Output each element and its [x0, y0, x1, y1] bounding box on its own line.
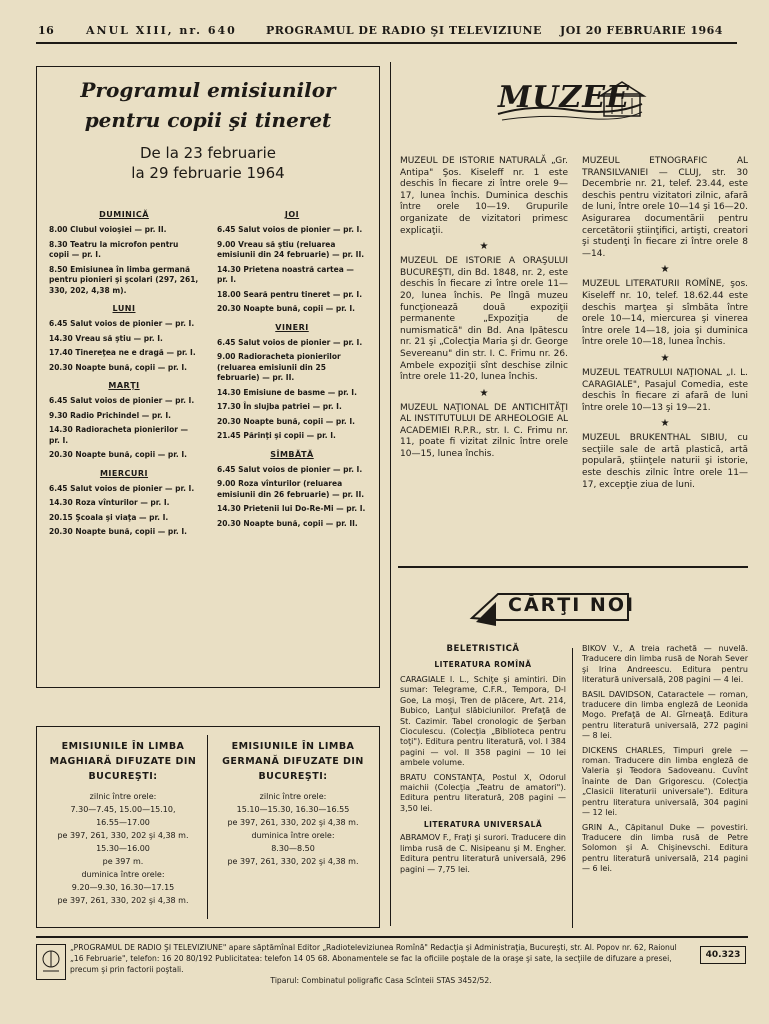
star-separator-icon: ★ — [660, 352, 670, 364]
footer-emblem-icon — [36, 944, 66, 980]
book-entry: GRIN A., Căpitanul Duke — povestiri. Traducere din limba rusă de Petre Solomon şi A. Chişinevschi. Editura pentru literatură universală, 214 pagini — 6 lei. — [582, 822, 748, 874]
program-item: 14.30 Roza vînturilor — pr. I. — [49, 498, 170, 507]
german-broadcasts — [213, 739, 373, 868]
museum-entry: MUZEUL DE ISTORIE A ORAŞULUI BUCUREŞTI, din Bd. 1848, nr. 2, este deschis în fiecare zi între orele 11—20, lunea închis. Pe lîngă muzeu funcţionează două expoziţii permanente „Expoziţia de numismatică" din Bd. Ana Ipătescu nr. 21 şi „Colecţia Maria şi dr. George Severeanu" din str. I. C. Frimu nr. 26. Ambele expoziţii sînt deschise zilnic între orele 11-20, lunea închis. — [400, 256, 568, 383]
program-item: 20.30 Noapte bună, copii — pr. II. — [217, 518, 358, 528]
museums-bottom-rule — [398, 566, 748, 568]
footer-print-info: Tiparul: Combinatul poligrafic Casa Scînteii STAS 3452/52. — [270, 976, 492, 985]
broadcast-line: 8.30—8.50 — [271, 844, 315, 853]
muzee-logo — [492, 74, 652, 138]
book-entry: ABRAMOV F., Fraţi şi surori. Traducere din limba rusă de C. Nisipeanu şi M. Engher. Editura pentru literatură universală, 296 pagini — 7,75 lei. — [400, 833, 566, 874]
muzee-logo-text: MUZEE — [498, 80, 631, 115]
issue-date: JOI 20 FEBRUARIE 1964 — [560, 24, 723, 37]
program-item: 20.30 Noapte bună, copii — pr. I. — [217, 416, 355, 426]
books-right-column — [582, 644, 748, 879]
books-divider — [572, 648, 573, 928]
carti-noi-logo — [468, 582, 638, 630]
page-number: 16 — [38, 24, 55, 37]
program-item: 8.00 Clubul voioşiei — pr. II. — [49, 225, 167, 234]
broadcast-line: zilnic între orele: — [259, 792, 327, 801]
museum-entry: MUZEUL NAŢIONAL DE ANTICHITĂŢI AL INSTITUTULUI DE ARHEOLOGIE AL ACADEMIEI R.P.R., str. I. C. Frimu nr. 11, poate fi vizitat zilnic între orele 10—15, lunea închis. — [400, 402, 568, 460]
program-item: 20.30 Noapte bună, copii — pr. I. — [217, 304, 355, 313]
broadcast-line: pe 397, 261, 330, 202 şi 4,38 m. — [227, 857, 359, 866]
kids-title-line2: pentru copii şi tineret — [84, 108, 332, 132]
day-heading: LUNI — [112, 304, 136, 313]
star-separator-icon: ★ — [660, 264, 670, 276]
museums-column-1 — [400, 156, 568, 461]
kids-program-box — [36, 66, 380, 688]
program-item: 14.30 Emisiune de basme — pr. I. — [217, 387, 357, 397]
book-entry: BRATU CONSTANŢA, Postul X, Odorul maichii (Colecţia „Teatru de amatori"). Editura pentru literatură, 208 pagini — 3,50 lei. — [400, 772, 566, 813]
day-heading: JOI — [284, 210, 300, 219]
program-item: 6.45 Salut voios de pionier — pr. I. — [217, 337, 363, 347]
broadcast-line: pe 397, 261, 330, 202 şi 4,38 m. — [57, 896, 189, 905]
program-item: 20.30 Noapte bună, copii — pr. I. — [49, 527, 187, 536]
star-separator-icon: ★ — [479, 387, 489, 399]
emblem-drawing — [37, 945, 65, 979]
kids-title-line1: Programul emisiunilor — [80, 78, 336, 102]
program-item: 21.45 Părinţi şi copii — pr. I. — [217, 431, 336, 440]
books-left-column — [400, 644, 566, 879]
program-item: 14.30 Prietenii lui Do-Re-Mi — pr. I. — [217, 504, 366, 513]
hungarian-broadcasts — [43, 739, 203, 907]
museums-column-2 — [582, 156, 748, 491]
program-item: 9.00 Radiorachetа pionierilor (reluarea emisiunii din 25 februarie) — pr. II. — [217, 352, 341, 382]
museum-entry: MUZEUL TEATRULUI NAŢIONAL „I. L. CARAGIALE", Pasajul Comedia, este deschis în fiecare zi afară de luni între orele 10—13 şi 19—21. — [582, 367, 748, 413]
program-item: 14.30 Radiorachetа pionierilor — pr. I. — [49, 425, 189, 445]
kids-left-column — [49, 202, 199, 542]
program-item: 18.00 Seară pentru tineret — pr. I. — [217, 289, 363, 299]
program-item: 9.00 Vreau să ştiu (reluarea emisiunii din 24 februarie) — pr. II. — [217, 239, 365, 259]
program-item: 20.15 Şcoala şi viaţa — pr. I. — [49, 512, 169, 522]
footer-issue-code: 40.323 — [700, 946, 746, 964]
world-literature-heading: LITERATURA UNIVERSALĂ — [423, 820, 543, 830]
broadcast-line: 7.30—7.45, 15.00—15.10, — [70, 805, 176, 814]
page-header — [38, 20, 741, 42]
broadcast-line: duminica între orele: — [251, 831, 335, 840]
program-item: 6.45 Salut voios de pionier — pr. I. — [217, 225, 363, 234]
footer-text — [70, 942, 692, 986]
footer-publisher-info: „PROGRAMUL DE RADIO ŞI TELEVIZIUNE" apare săptămînal Editor „Radioteleviziunea Romînă" Redacţia şi Administraţia, Bucureşti, str. Al. Popov nr. 62, Raionul „16 Februarie", telefon: 16 20 80/192 Publicitatea: telefon 14 05 68. Abonamentele se fac la oficiile poştale de la oraşe şi sate, la secţiile de difuzare a presei, precum şi prin factorii poştali. — [70, 943, 677, 974]
star-separator-icon: ★ — [660, 418, 670, 430]
program-item: 6.45 Salut voios de pionier — pr. I. — [217, 464, 363, 474]
program-item: 17.30 În slujba patriei — pr. I. — [217, 402, 342, 411]
emisiuni-divider — [207, 735, 208, 919]
broadcast-line: duminica între orele: — [81, 870, 165, 879]
foreign-language-box — [36, 726, 380, 928]
book-entry: BIKOV V., A treia rachetă — nuvelă. Traducere din limba rusă de Norah Sever şi Irina Andreescu. Editura pentru literatură universală, 208 pagini — 4 lei. — [582, 644, 748, 685]
program-item: 20.30 Noapte bună, copii — pr. I. — [49, 450, 187, 459]
broadcast-line: 15.10—15.30, 16.30—16.55 — [236, 805, 350, 814]
footer-rule — [36, 936, 748, 938]
broadcast-line: pe 397, 261, 330, 202 şi 4,38 m. — [57, 831, 189, 840]
program-item: 9.00 Roza vînturilor (reluarea emisiunii din 26 februarie) — pr. II. — [217, 479, 365, 499]
kids-range-line2: la 29 februarie 1964 — [131, 164, 285, 182]
program-item: 6.45 Salut voios de pionier — pr. I. — [49, 483, 195, 493]
museum-entry: MUZEUL BRUKENTHAL SIBIU, cu secţiile sale de artă plastică, artă populară, ştiinţele naturii şi istorie, este deschis zilnic între orele 11—17, excepţie ziua de luni. — [582, 433, 748, 490]
program-item: 8.50 Emisiunea în limba germană pentru pionieri şi şcolari (297, 261, 330, 202, 4,38 m). — [49, 264, 199, 295]
hungarian-title: EMISIUNILE ÎN LIMBA MAGHIARĂ DIFUZATE DIN BUCUREŞTI: — [49, 741, 197, 782]
romanian-literature-heading: LITERATURA ROMÎNĂ — [434, 660, 532, 669]
books-section-title: BELETRISTICĂ — [446, 644, 520, 654]
program-item: 6.45 Salut voios de pionier — pr. I. — [49, 319, 195, 328]
star-separator-icon: ★ — [479, 241, 489, 253]
header-rule — [36, 42, 737, 44]
main-column-rule — [390, 62, 391, 926]
publication-name: PROGRAMUL DE RADIO ŞI TELEVIZIUNE — [266, 24, 542, 37]
program-item: 6.45 Salut voios de pionier — pr. I. — [49, 396, 195, 405]
german-title: EMISIUNILE ÎN LIMBA GERMANĂ DIFUZATE DIN BUCUREŞTI: — [222, 741, 364, 782]
issue-number: ANUL XIII, nr. 640 — [86, 24, 237, 37]
day-heading: DUMINICĂ — [99, 210, 149, 219]
program-item: 9.30 Radio Prichindel — pr. I. — [49, 410, 171, 420]
museum-entry: MUZEUL ETNOGRAFIC AL TRANSILVANIEI — CLUJ, str. 30 Decembrie nr. 21, telef. 23.44, este deschis pentru vizitatori zilnic, afară de luni, între orele 10—14 şi 16—20. Asigurarea documentării pentru cercetătorii ştiinţifici, artişti, creatori şi studenţi în fiecare zi între orele 8—14. — [582, 156, 748, 259]
museum-entry: MUZEUL DE ISTORIE NATURALĂ „Gr. Antipa" Şos. Kiseleff nr. 1 este deschis în fiecare zi între orele 9—17, lunea închis. Duminica deschis între orele 10—19. Grupurile organizate de vizitatori primesc explicaţii. — [400, 156, 568, 236]
day-heading: MARŢI — [108, 381, 140, 390]
broadcast-line: pe 397 m. — [102, 857, 144, 866]
day-heading: MIERCURI — [99, 468, 149, 478]
broadcast-line: pe 397, 261, 330, 202 şi 4,38 m. — [227, 818, 359, 827]
day-heading: VINERI — [275, 322, 309, 332]
book-entry: BASIL DAVIDSON, Cataractele — roman, traducere din limba engleză de Leonida Mogo. Prefaţă de Al. Gîrneaţă. Editura pentru literatură universală, 272 pagini — 8 lei. — [582, 689, 748, 741]
kids-range-line1: De la 23 februarie — [140, 144, 276, 162]
program-item: 14.30 Vreau să ştiu — pr. I. — [49, 333, 163, 343]
book-entry: DICKENS CHARLES, Timpuri grele — roman. Traducere din limba engleză de Valeria şi Teodora Sadoveanu. Cuvînt înainte de Dan Grigorescu. (Colecţia „Clasicii literaturii universale"). Editura pentru literatura universală, 304 pagini — 12 lei. — [582, 745, 748, 818]
museum-entry: MUZEUL LITERATURII ROMÎNE, şos. Kiseleff nr. 10, telef. 18.62.44 este deschis marţea şi sîmbăta între orele 10—14, miercurea şi vinerea între orele 14—18, joia şi duminica între orele 10—18, lunea închis. — [582, 279, 748, 348]
broadcast-line: zilnic între orele: — [89, 792, 157, 801]
carti-noi-logo-text: CĂRŢI NOI — [508, 594, 636, 616]
kids-right-column — [217, 202, 367, 533]
broadcast-line: 16.55—17.00 — [96, 818, 150, 827]
program-item: 14.30 Prietena noastră cartea — pr. I. — [217, 264, 354, 284]
book-entry: CARAGIALE I. L., Schiţe şi amintiri. Din sumar: Telegrame, C.F.R., Tempora, D-l Goe, La moşi, Tren de plăcere, Art. 214, Bubico, Lanţul slăbiciunilor. Prefaţă de St. Cazimir. Tabel cronologic de Şerban Cioculescu. (Colecţia „Biblioteca pentru toţi"). Editura pentru literatură, vol. I 384 pagini — vol. II 358 pagini — 10 lei ambele volume. — [400, 675, 566, 768]
program-item: 8.30 Teatru la microfon pentru copii — pr. I. — [49, 239, 179, 259]
broadcast-line: 15.30—16.00 — [96, 844, 150, 853]
day-heading: SÎMBĂTĂ — [270, 449, 314, 459]
program-item: 20.30 Noapte bună, copii — pr. I. — [49, 362, 187, 372]
program-item: 17.40 Tinereţea ne e dragă — pr. I. — [49, 348, 196, 357]
broadcast-line: 9.20—9.30, 16.30—17.15 — [71, 883, 175, 892]
